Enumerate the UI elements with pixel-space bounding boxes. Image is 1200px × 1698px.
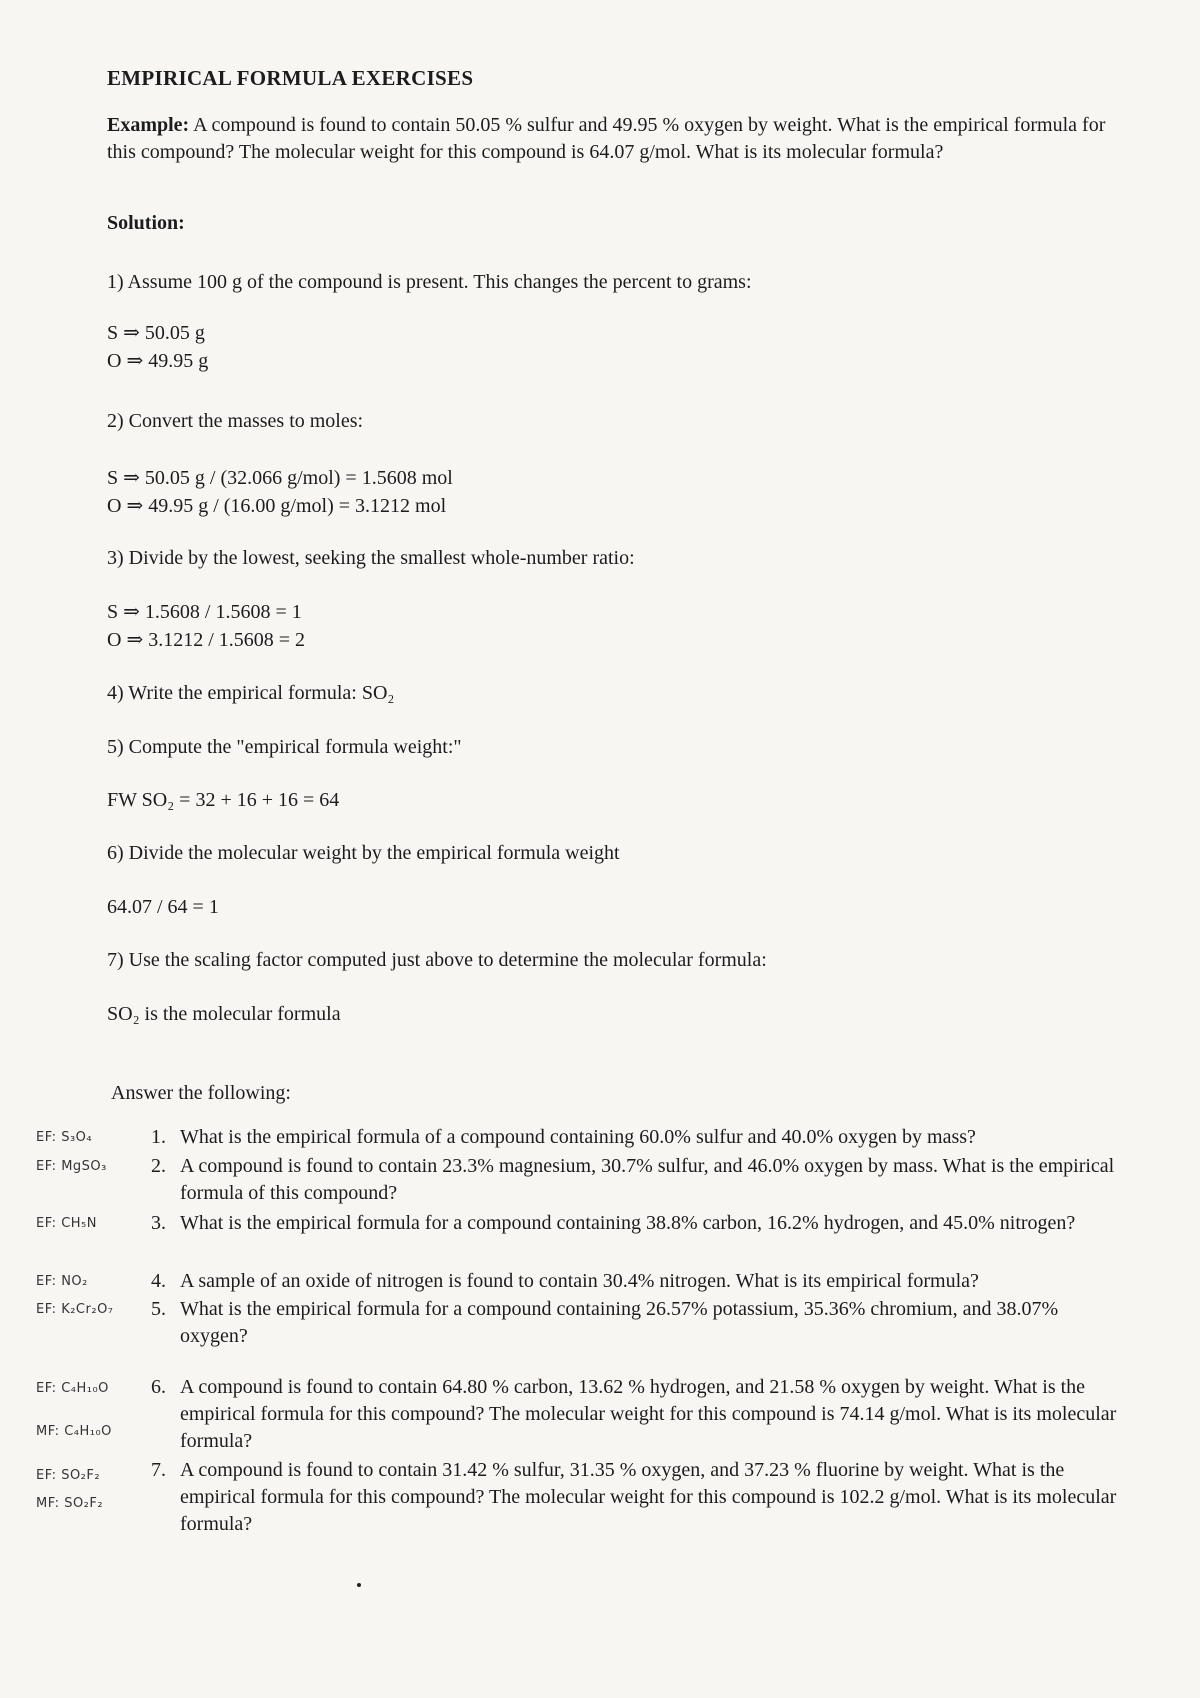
- question-number: 4.: [151, 1270, 166, 1292]
- question-number: 2.: [151, 1155, 166, 1177]
- example-text: A compound is found to contain 50.05 % sulfur and 49.95 % oxygen by weight. What is the empirical formula for this compound? The molecular weight for this compound is 64.07 g/mol. What is its molecular formula?: [107, 114, 1106, 163]
- question-number: 5.: [151, 1298, 166, 1320]
- step-2: 2) Convert the masses to moles:: [107, 410, 364, 432]
- step-5-calculation: FW SO₂ = 32 + 16 + 16 = 64: [107, 789, 340, 811]
- step-2-sulfur: S ⇒ 50.05 g / (32.066 g/mol) = 1.5608 mol: [107, 467, 453, 489]
- step-6: 6) Divide the molecular weight by the empirical formula weight: [107, 842, 620, 864]
- question-text: A compound is found to contain 31.42 % sulfur, 31.35 % oxygen, and 37.23 % fluorine by weight. What is the empirical formula for this compound? The molecular weight for this compound is 102.2 g/mol. What is its molecular formula?: [180, 1459, 1117, 1535]
- step-6-calculation: 64.07 / 64 = 1: [107, 896, 219, 918]
- question-number: 6.: [151, 1376, 166, 1398]
- question-number: 7.: [151, 1459, 166, 1481]
- step-7-result: SO₂ is the molecular formula: [107, 1003, 341, 1025]
- handwritten-note: EF: SO₂F₂: [36, 1468, 101, 1483]
- example-paragraph: [107, 112, 1107, 166]
- question-text: A compound is found to contain 64.80 % carbon, 13.62 % hydrogen, and 21.58 % oxygen by weight. What is the empirical formula for this compound? The molecular weight for this compound is 74.14 g/mol. What is its molecular formula?: [180, 1376, 1117, 1452]
- handwritten-note: EF: CH₅N: [36, 1216, 97, 1231]
- handwritten-note: MF: C₄H₁₀O: [36, 1424, 112, 1439]
- question-text: What is the empirical formula for a compound containing 26.57% potassium, 35.36% chromium, and 38.07% oxygen?: [180, 1298, 1059, 1347]
- question-number: 1.: [151, 1126, 166, 1148]
- handwritten-note: EF: K₂Cr₂O₇: [36, 1302, 114, 1317]
- question-text: What is the empirical formula for a compound containing 38.8% carbon, 16.2% hydrogen, and 45.0% nitrogen?: [180, 1212, 1076, 1234]
- step-3-sulfur: S ⇒ 1.5608 / 1.5608 = 1: [107, 601, 302, 623]
- example-label: Example:: [107, 114, 190, 136]
- step-1-sulfur: S ⇒ 50.05 g: [107, 322, 205, 344]
- step-1: 1) Assume 100 g of the compound is present. This changes the percent to grams:: [107, 271, 752, 293]
- question-text: A sample of an oxide of nitrogen is found to contain 30.4% nitrogen. What is its empirical formula?: [180, 1270, 979, 1292]
- step-4: 4) Write the empirical formula: SO₂: [107, 682, 395, 704]
- handwritten-note: EF: NO₂: [36, 1274, 88, 1289]
- step-1-oxygen: O ⇒ 49.95 g: [107, 350, 209, 372]
- question-text: What is the empirical formula of a compound containing 60.0% sulfur and 40.0% oxygen by mass?: [180, 1126, 976, 1148]
- step-2-oxygen: O ⇒ 49.95 g / (16.00 g/mol) = 3.1212 mol: [107, 495, 447, 517]
- solution-label: Solution:: [107, 212, 185, 234]
- step-3-oxygen: O ⇒ 3.1212 / 1.5608 = 2: [107, 629, 306, 651]
- page-title: EMPIRICAL FORMULA EXERCISES: [107, 66, 474, 90]
- step-3: 3) Divide by the lowest, seeking the smallest whole-number ratio:: [107, 547, 635, 569]
- question-number: 3.: [151, 1212, 166, 1234]
- handwritten-note: EF: C₄H₁₀O: [36, 1381, 109, 1396]
- stray-mark: [357, 1583, 361, 1587]
- step-7: 7) Use the scaling factor computed just above to determine the molecular formula:: [107, 949, 767, 971]
- handwritten-note: MF: SO₂F₂: [36, 1496, 104, 1511]
- handwritten-note: EF: S₃O₄: [36, 1130, 93, 1145]
- step-5: 5) Compute the "empirical formula weight:": [107, 736, 462, 758]
- answer-label: Answer the following:: [111, 1082, 291, 1104]
- question-text: A compound is found to contain 23.3% magnesium, 30.7% sulfur, and 46.0% oxygen by mass. What is the empirical formula of this compound?: [180, 1155, 1115, 1204]
- handwritten-note: EF: MgSO₃: [36, 1159, 107, 1174]
